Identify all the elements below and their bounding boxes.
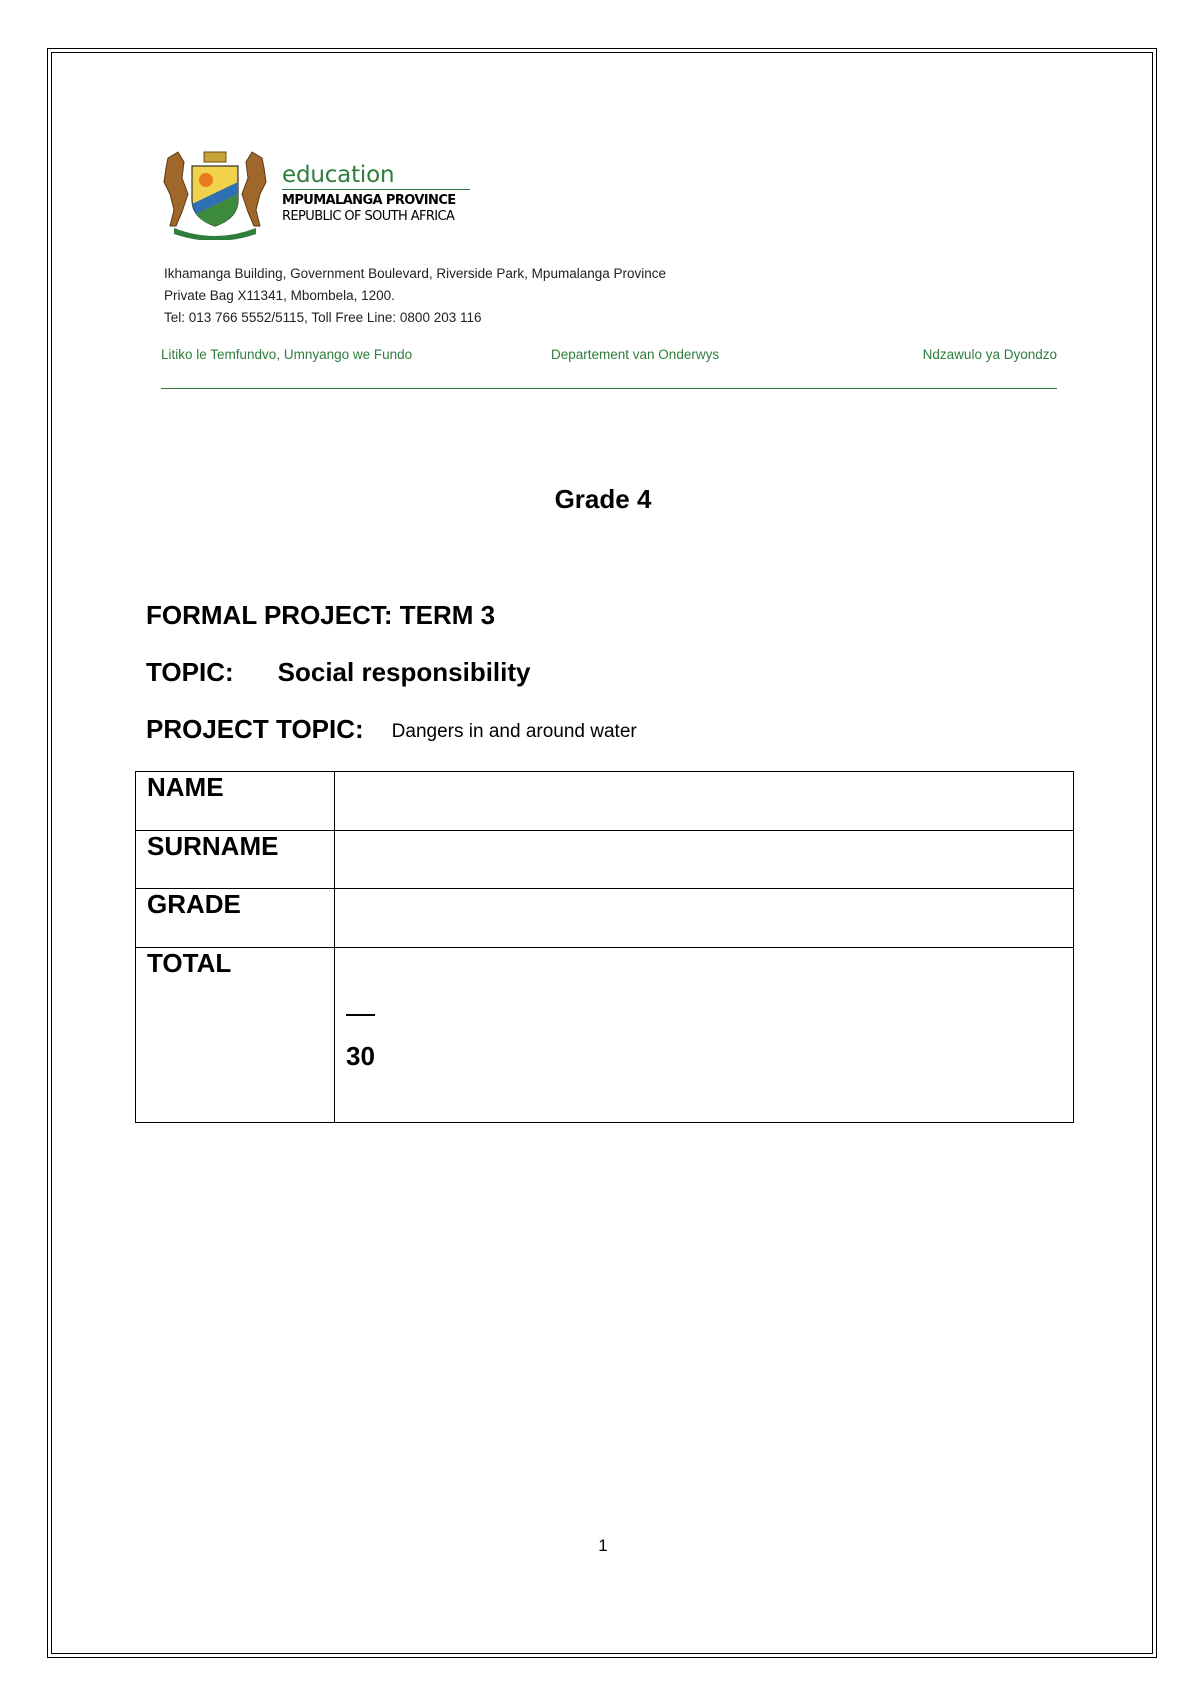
total-field[interactable] — [335, 948, 1074, 1123]
address-line-1: Ikhamanga Building, Government Boulevard, Riverside Park, Mpumalanga Province — [164, 266, 667, 281]
brand-province: MPUMALANGA PROVINCE — [282, 193, 456, 208]
table-row-name — [136, 772, 1074, 831]
grade-label: GRADE — [136, 889, 335, 948]
topic-line — [146, 657, 531, 688]
project-topic-line — [146, 714, 637, 745]
table-row-surname — [136, 831, 1074, 889]
surname-field[interactable] — [335, 831, 1074, 889]
topic-value: Social responsibility — [277, 657, 531, 687]
project-topic-value: Dangers in and around water — [391, 721, 637, 742]
name-label: NAME — [136, 772, 335, 831]
formal-project-heading: FORMAL PROJECT: TERM 3 — [146, 600, 496, 630]
page-title: Grade 4 — [554, 484, 652, 514]
letterhead-divider — [161, 388, 1057, 389]
brand-country: REPUBLIC OF SOUTH AFRICA — [282, 209, 455, 224]
name-field[interactable] — [335, 772, 1074, 831]
project-topic-label: PROJECT TOPIC: — [146, 714, 364, 744]
address-block — [164, 263, 666, 329]
brand-name: education — [282, 162, 395, 188]
surname-label: SURNAME — [136, 831, 335, 889]
brand-block — [282, 162, 470, 225]
brand-underline — [282, 189, 470, 190]
address-line-3: Tel: 013 766 5552/5115, Toll Free Line: 0800 203 116 — [164, 310, 482, 325]
score-line — [346, 1014, 375, 1016]
learner-info-table — [135, 771, 1074, 1123]
table-row-total — [136, 948, 1074, 1123]
address-line-2: Private Bag X11341, Mbombela, 1200. — [164, 288, 395, 303]
department-name-xitsonga: Ndzawulo ya Dyondzo — [922, 347, 1057, 362]
department-name-siswati: Litiko le Temfundvo, Umnyango we Fundo — [161, 347, 413, 362]
coat-of-arms-icon — [160, 148, 270, 240]
grade-field[interactable] — [335, 889, 1074, 948]
table-row-grade — [136, 889, 1074, 948]
page-number: 1 — [598, 1536, 608, 1555]
department-name-afrikaans: Departement van Onderwys — [551, 347, 720, 362]
total-max: 30 — [346, 1041, 375, 1071]
topic-label: TOPIC: — [146, 657, 234, 687]
total-label: TOTAL — [136, 948, 335, 1123]
